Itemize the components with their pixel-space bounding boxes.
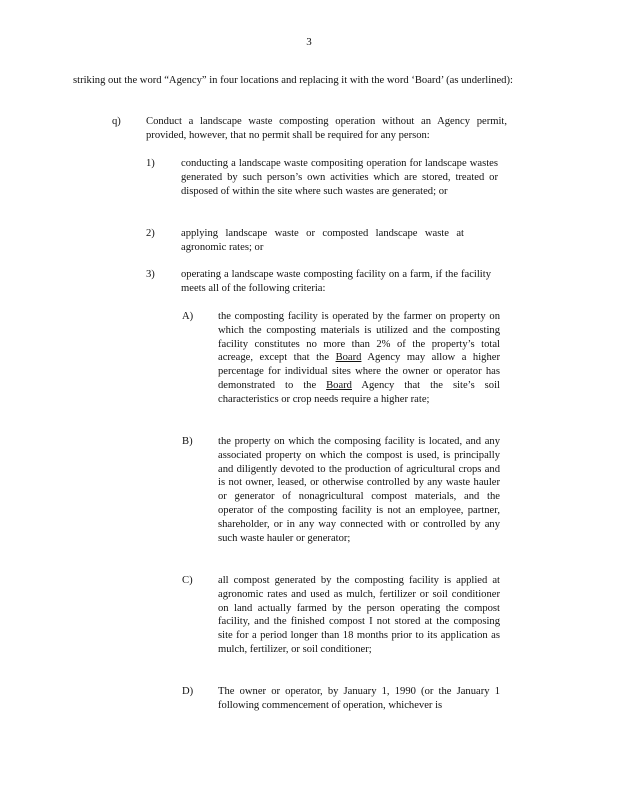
item-3	[146, 268, 491, 296]
criterion-a-agency-1: Agency	[367, 352, 401, 364]
item-q	[112, 115, 507, 143]
item-3-label: 3)	[146, 269, 155, 280]
item-2-label: 2)	[146, 228, 155, 239]
criterion-d	[182, 685, 500, 713]
criterion-a-label: A)	[182, 311, 194, 322]
criterion-a	[182, 310, 500, 407]
intro-paragraph: striking out the word “Agency” in four locations and replacing it with the word ‘Board’ (as underlined):	[73, 75, 513, 86]
criterion-a-part3: that the site’s soil characteristics or crop needs require a higher rate;	[218, 379, 500, 405]
item-2-text: applying landscape waste or composted landscape waste at agronomic rates; or	[181, 228, 464, 253]
criterion-a-part2: may allow a higher percentage for individual sites where the owner or operator has demonstrated to the	[218, 352, 500, 391]
criterion-b	[182, 435, 500, 545]
criterion-a-board-1: Board	[335, 352, 362, 364]
item-q-text: Conduct a landscape waste composting operation without an Agency permit, provided, however, that no permit shall be required for any person:	[146, 116, 507, 141]
criterion-a-part1: the composting facility is operated by the farmer on property on which the composting materials is utilized and the composting facility constitutes no more than 2% of the property’s total acreage, except that the	[218, 311, 500, 364]
criterion-a-text	[218, 310, 500, 407]
item-1-label: 1)	[146, 158, 155, 169]
criterion-d-text: The owner or operator, by January 1, 1990 (or the January 1 following commencement of operation, whichever is	[218, 686, 500, 711]
item-2	[146, 227, 464, 255]
criterion-b-label: B)	[182, 436, 193, 447]
criterion-a-agency-2: Agency	[361, 379, 395, 391]
criterion-b-text: the property on which the composing facility is located, and any associated property on which the compost is used, is principally and diligently devoted to the production of agricultural crops and is not owner, leased, or otherwise controlled by any waste hauler or generator of nonagricultural compost materials, and the operator of the composting facility is not an employee, partner, shareholder, or in any way connected with or controlled by any such waste hauler or generator;	[218, 436, 500, 544]
criterion-c	[182, 574, 500, 657]
criterion-c-text: all compost generated by the composting facility is applied at agronomic rates and used as mulch, fertilizer or soil conditioner on land actually farmed by the person operating the compost facility, and the finished compost I not stored at the composing site for a period longer than 18 months prior to its application as mulch, fertilizer, or soil conditioner;	[218, 575, 500, 655]
item-1-text: conducting a landscape waste compositing operation for landscape wastes generated by such person’s own activities which are stored, treated or disposed of within the site where such wastes are generated; or	[181, 158, 498, 197]
criterion-d-label: D)	[182, 686, 194, 697]
item-1	[146, 157, 498, 198]
criterion-a-board-2: Board	[326, 379, 352, 391]
page-number: 3	[306, 36, 312, 48]
item-3-text: operating a landscape waste composting facility on a farm, if the facility meets all of the following criteria:	[181, 269, 491, 294]
criterion-c-label: C)	[182, 575, 193, 586]
item-q-label: q)	[112, 116, 121, 127]
